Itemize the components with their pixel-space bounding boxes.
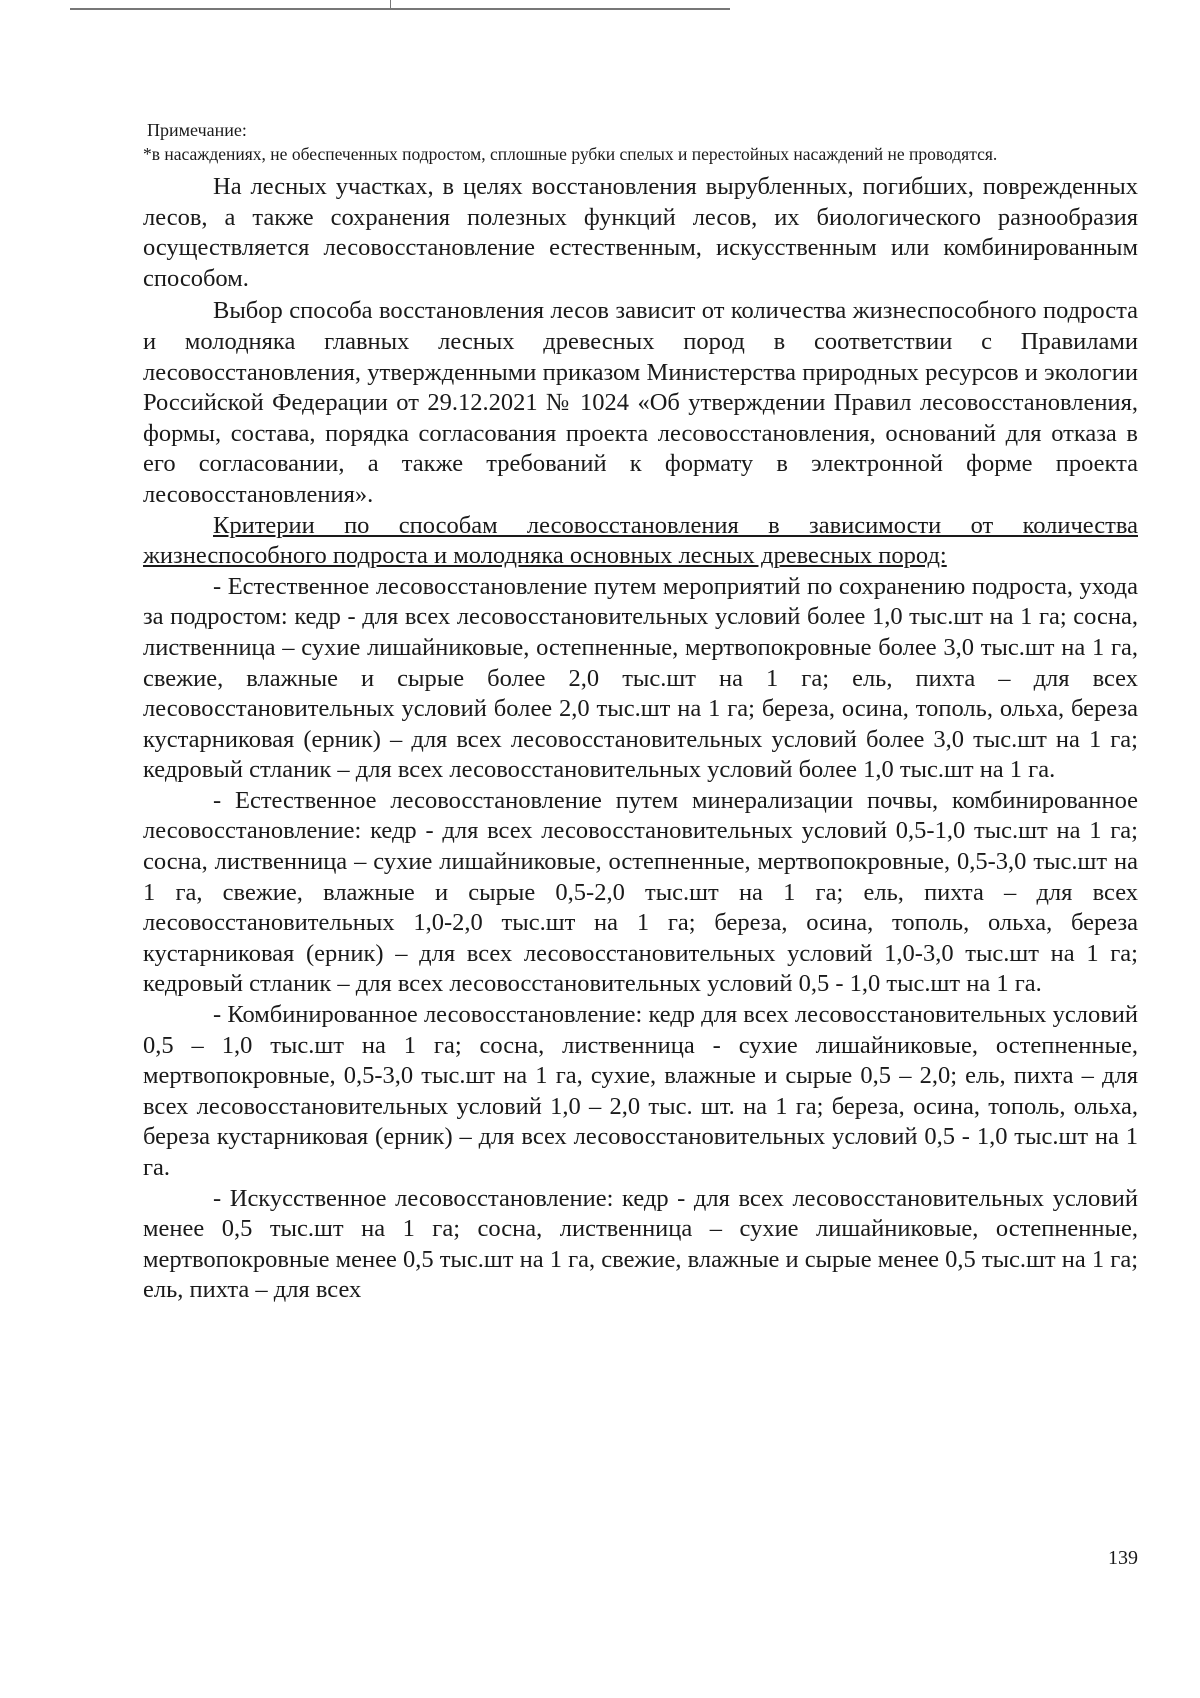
note-text: *в насаждениях, не обеспеченных подростом, сплошные рубки спелых и перестойных насаждений не проводятся. <box>143 144 998 164</box>
criteria-item-combined: - Комбинированное лесовосстановление: кедр для всех лесовосстановительных условий 0,5 – 1,0 тыс.шт на 1 га; сосна, лиственница - сухие лишайниковые, остепненные, мертвопокровные, 0,5-3,0 тыс.шт на 1 га, сухие, влажные и сырые 0,5 – 2,0; ель, пихта – для всех лесовосстановительных условий 1,0 – 2,0 тыс. шт. на 1 га; береза, осина, тополь, ольха, береза кустарниковая (ерник) – для всех лесовосстановительных условий 0,5 - 1,0 тыс.шт на 1 га. <box>143 1001 1138 1181</box>
document-body <box>143 118 1138 1306</box>
criteria-item-natural-preservation: - Естественное лесовосстановление путем мероприятий по сохранению подроста, ухода за подростом: кедр - для всех лесовосстановительных условий более 1,0 тыс.шт на 1 га; сосна, лиственница – сухие лишайниковые, остепненные, мертвопокровные более 3,0 тыс.шт на 1 га, свежие, влажные и сырые более 2,0 тыс.шт на 1 га; ель, пихта – для всех лесовосстановительных условий более 2,0 тыс.шт на 1 га; береза, осина, тополь, ольха, береза кустарниковая (ерник) – для всех лесовосстановительных условий более 3,0 тыс.шт на 1 га; кедровый стланик – для всех лесовосстановительных условий более 1,0 тыс.шт на 1 га. <box>143 572 1138 784</box>
criteria-item-natural-mineralization: - Естественное лесовосстановление путем минерализации почвы, комбинированное лесовосстановление: кедр - для всех лесовосстановительных условий 0,5-1,0 тыс.шт на 1 га; сосна, лиственница – сухие лишайниковые, остепненные, мертвопокровные, 0,5-3,0 тыс.шт на 1 га, свежие, влажные и сырые 0,5-2,0 тыс.шт на 1 га; ель, пихта – для всех лесовосстановительных 1,0-2,0 тыс.шт на 1 га; береза, осина, тополь, ольха, береза кустарниковая (ерник) – для всех лесовосстановительных условий 1,0-3,0 тыс.шт на 1 га; кедровый стланик – для всех лесовосстановительных условий 0,5 - 1,0 тыс.шт на 1 га. <box>143 786 1138 998</box>
note-label: Примечание: <box>147 120 247 140</box>
page-number: 139 <box>1108 1547 1138 1569</box>
scan-edge-tick <box>390 0 391 10</box>
criteria-item-artificial: - Искусственное лесовосстановление: кедр - для всех лесовосстановительных условий менее 0,5 тыс.шт на 1 га; сосна, лиственница – сухие лишайниковые, остепненные, мертвопокровные менее 0,5 тыс.шт на 1 га, свежие, влажные и сырые менее 0,5 тыс.шт на 1 га; ель, пихта – для всех <box>143 1184 1138 1304</box>
scan-edge-line <box>70 8 730 10</box>
paragraph-restoration-method-choice: Выбор способа восстановления лесов зависит от количества жизнеспособного подроста и молодняка главных лесных древесных пород в соответствии с Правилами лесовосстановления, утвержденными приказом Министерства природных ресурсов и экологии Российской Федерации от 29.12.2021 № 1024 «Об утверждении Правил лесовосстановления, формы, состава, порядка согласования проекта лесовосстановления, оснований для отказа в его согласовании, а также требований к формату в электронной форме проекта лесовосстановления». <box>143 297 1138 508</box>
paragraph-forest-restoration-purpose: На лесных участках, в целях восстановления вырубленных, погибших, поврежденных лесов, а также сохранения полезных функций лесов, их биологического разнообразия осуществляется лесовосстановление естественным, искусственным или комбинированным способом. <box>143 173 1138 292</box>
criteria-heading: Критерии по способам лесовосстановления в зависимости от количества жизнеспособного подроста и молодняка основных лесных древесных пород: <box>143 511 1138 570</box>
